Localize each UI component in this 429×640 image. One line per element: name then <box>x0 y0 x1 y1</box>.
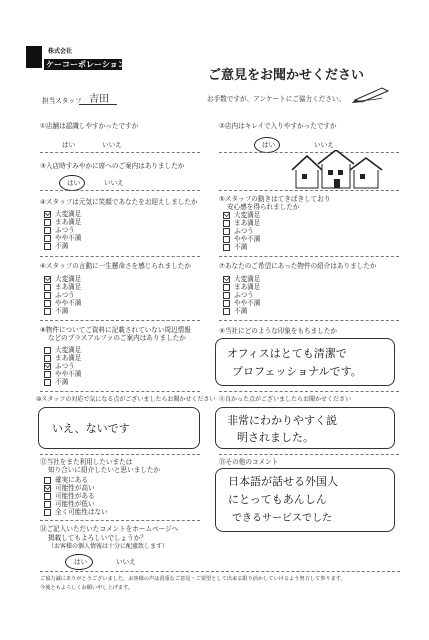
checkbox-icon <box>44 501 51 508</box>
option[interactable]: まあ満足 <box>223 283 260 291</box>
q12-options <box>44 476 108 516</box>
option[interactable]: 可能性が高い <box>44 484 108 492</box>
option[interactable]: まあ満足 <box>44 354 81 362</box>
q10-text: ⑩スタッフの対応で気になる点がございましたらお聞かせください <box>36 396 216 403</box>
divider <box>219 391 399 392</box>
checkbox-icon <box>44 211 51 218</box>
option[interactable]: やや不満 <box>223 299 260 307</box>
houses-icon <box>292 150 384 194</box>
q11-text: ⑪良かった点がございましたらお聞かせください <box>219 396 352 403</box>
checkbox-icon <box>223 228 230 235</box>
q2-yes[interactable]: はい <box>262 141 276 149</box>
divider <box>219 256 399 257</box>
q4-text: ④スタッフは元気に笑顔であなたをお迎えしましたか <box>40 198 198 206</box>
checkbox-icon <box>44 379 51 386</box>
option[interactable]: やや不満 <box>44 299 81 307</box>
checkbox-icon <box>44 300 51 307</box>
checkbox-icon <box>223 276 230 283</box>
staff-label: 担当スタッフ <box>42 97 82 105</box>
checkbox-icon <box>44 219 51 226</box>
q5-options <box>223 211 260 251</box>
checkbox-icon <box>44 347 51 354</box>
option[interactable]: ふつう <box>44 362 81 370</box>
q6-options <box>44 275 81 315</box>
q14-yes-circle <box>65 554 93 570</box>
q12-text: ⑫当社をまた利用したいまたは <box>40 458 133 466</box>
q10-answer: いえ、ないです <box>52 422 130 435</box>
checkbox-icon <box>44 509 51 516</box>
option[interactable]: やや不満 <box>223 235 260 243</box>
checkbox-icon <box>223 308 230 315</box>
option[interactable]: 全く可能性はない <box>44 508 108 516</box>
company-name: ケーコーポレーション <box>46 60 126 69</box>
pencil-icon <box>352 85 392 107</box>
q7-text: ⑦あなたのご希望にあった物件の紹介はありましたか <box>219 262 377 270</box>
q3-text: ③入店時すみやかに席へのご案内はありましたか <box>40 162 185 170</box>
q14-yes[interactable]: はい <box>74 558 88 566</box>
divider <box>219 454 399 455</box>
option[interactable]: 大変満足 <box>223 275 260 283</box>
q9-text: ⑨当社にどのような印象をもちましたか <box>219 327 338 335</box>
option[interactable]: やや不満 <box>44 370 81 378</box>
q14-text2: 掲載してもよろしいでしょうか？ <box>48 534 147 542</box>
q14-text3: （お客様の個人情報は十分に配慮致します） <box>48 543 169 550</box>
q11-answer-line2: 明されました。 <box>237 431 314 444</box>
footer-line2: 今後ともよろしくお願い申し上げます。 <box>40 585 133 591</box>
option[interactable]: ふつう <box>223 291 260 299</box>
option[interactable]: 不満 <box>44 378 81 386</box>
option[interactable]: ふつう <box>44 226 81 234</box>
checkbox-icon <box>223 292 230 299</box>
checkbox-icon <box>44 485 51 492</box>
q5-text: ⑤スタッフの動きはてきぱきしており <box>219 195 331 203</box>
checkbox-icon <box>44 284 51 291</box>
checkbox-icon <box>223 236 230 243</box>
option[interactable]: 不満 <box>223 243 260 251</box>
checkbox-icon <box>44 227 51 234</box>
option[interactable]: 不満 <box>44 307 81 315</box>
q2-no[interactable]: いいえ <box>314 141 334 149</box>
option[interactable]: 大変満足 <box>44 210 81 218</box>
checkbox-icon <box>44 363 51 370</box>
checkbox-icon <box>223 300 230 307</box>
q13-answer-line3: できるサービスでした <box>232 513 332 524</box>
q8-text: ⑧物件についてご資料に記載されていない周辺情報 <box>40 326 191 334</box>
divider <box>40 391 200 392</box>
option[interactable]: まあ満足 <box>44 283 81 291</box>
checkbox-icon <box>44 243 51 250</box>
option[interactable]: やや不満 <box>44 234 81 242</box>
checkbox-icon <box>44 276 51 283</box>
q4-options <box>44 210 81 250</box>
divider <box>219 190 399 191</box>
q5-text2: 安心感を得られましたか <box>227 203 300 211</box>
q9-answer-line2: プロフェッショナルです。 <box>232 365 362 378</box>
checkbox-icon <box>44 292 51 299</box>
q14-text: ⑭ご記入いただいたコメントをホームページへ <box>40 525 179 533</box>
q2-yes-circle <box>254 137 280 153</box>
company-logo <box>22 40 132 74</box>
option[interactable]: ふつう <box>44 291 81 299</box>
checkbox-icon <box>44 235 51 242</box>
checkbox-icon <box>223 220 230 227</box>
q13-text: ⑬その他のコメント <box>219 458 279 466</box>
checkbox-icon <box>223 212 230 219</box>
checkbox-icon <box>223 284 230 291</box>
option[interactable]: 大変満足 <box>223 211 260 219</box>
divider <box>40 152 200 153</box>
divider <box>40 571 400 572</box>
checkbox-icon <box>44 371 51 378</box>
q7-options <box>223 275 260 315</box>
option[interactable]: 大変満足 <box>44 275 81 283</box>
q8-text2: などのプラスアルファのご案内はありましたか <box>48 334 186 342</box>
q13-answer-line2: にとってもあんしん <box>228 493 327 506</box>
q1-text: ①店舗は認識しやすかったですか <box>40 122 139 130</box>
q9-answer-line1: オフィスはとても清潔で <box>227 347 347 360</box>
logo-k-mark <box>26 46 42 68</box>
option[interactable]: まあ満足 <box>44 218 81 226</box>
survey-sheet <box>22 40 410 620</box>
checkbox-icon <box>44 308 51 315</box>
divider <box>40 454 200 455</box>
divider <box>40 190 200 191</box>
divider <box>40 256 200 257</box>
footer-line1: ご協力誠にありがとうございました。お客様の声は貴重なご意見・ご要望として出来る限り活かしていけるよう努力して参ります。 <box>40 576 346 582</box>
option[interactable]: 不満 <box>44 242 81 250</box>
q3-yes[interactable]: はい <box>67 179 81 187</box>
option[interactable]: ふつう <box>223 227 260 235</box>
q13-answer-line1: 日本語が話せる外国人 <box>228 475 338 488</box>
q14-no[interactable]: いいえ <box>116 558 136 566</box>
option[interactable]: 確実にある <box>44 476 108 484</box>
option[interactable]: 大変満足 <box>44 346 81 354</box>
company-small-label: 株式会社 <box>48 48 73 55</box>
survey-title: ご意見をお聞かせください <box>208 68 365 83</box>
option[interactable]: 不満 <box>223 307 260 315</box>
q12-text2: 知り合いに紹介したいと思いましたか <box>48 466 161 474</box>
q1-no[interactable]: いいえ <box>102 141 122 149</box>
q2-text: ②店内はキレイで入りやすかったですか <box>219 122 337 130</box>
checkbox-icon <box>44 493 51 500</box>
q1-yes[interactable]: はい <box>62 141 76 149</box>
option[interactable]: 可能性がある <box>44 492 108 500</box>
divider <box>219 320 399 321</box>
intro-text: お手数ですが、アンケートにご協力ください。 <box>207 95 346 103</box>
divider <box>40 320 200 321</box>
q11-answer-line1: 非常にわかりやすく説 <box>227 414 337 427</box>
q8-options <box>44 346 81 386</box>
option[interactable]: 可能性が低い <box>44 500 108 508</box>
checkbox-icon <box>223 244 230 251</box>
q6-text: ⑥スタッフの言動に一生懸命さを感じられましたか <box>40 262 191 270</box>
divider <box>40 520 200 521</box>
q3-yes-circle <box>59 175 85 191</box>
staff-handwritten: 吉田 <box>89 94 109 105</box>
option[interactable]: まあ満足 <box>223 219 260 227</box>
q3-no[interactable]: いいえ <box>104 179 124 187</box>
